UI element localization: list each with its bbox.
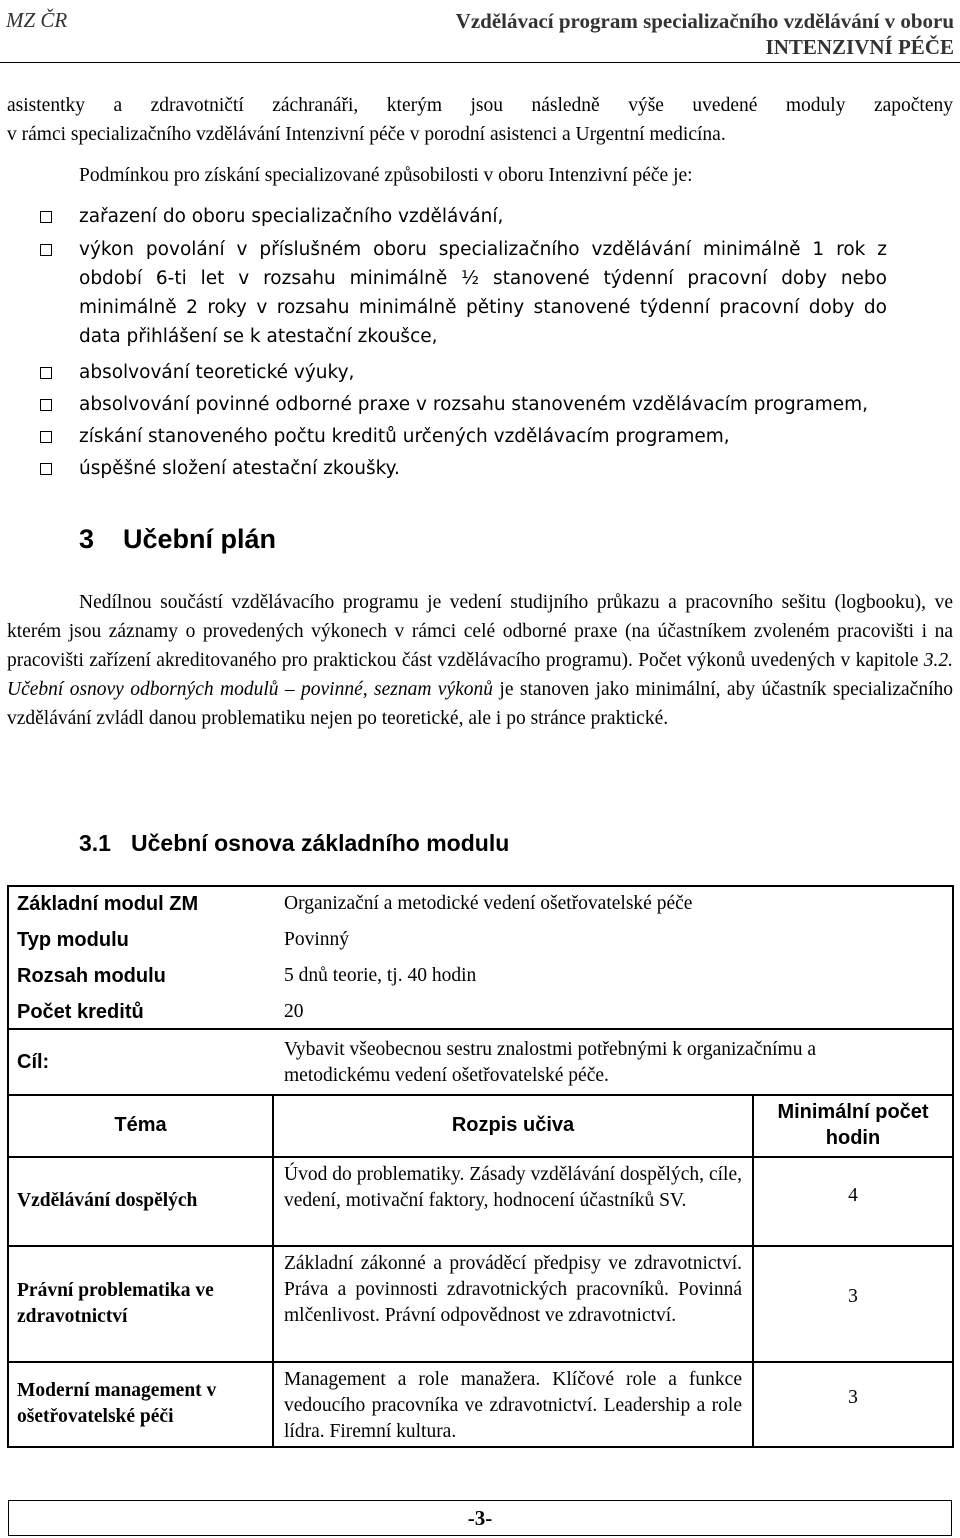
header-hours: Minimální počet hodin [777, 1101, 929, 1149]
header-content: Rozpis učiva [451, 1114, 575, 1136]
subsection-title: Učební osnova základního modulu [131, 830, 510, 856]
header-title-line1: Vzdělávací program specializačního vzdělávání v oboru [455, 9, 954, 33]
condition-item: absolvování povinné odborné praxe v rozsahu stanoveném vzdělávacím programem, [79, 394, 869, 415]
module-type-label: Typ modulu [17, 929, 129, 951]
topic-cell: Vzdělávání dospělých [17, 1190, 198, 1211]
bullet-square-icon [40, 367, 52, 379]
page-header [0, 0, 960, 63]
grid-divider [7, 1361, 954, 1363]
content-cell: Management a role manažera. Klíčové role a funkce vedoucího pracovníka ve zdravotnictví. Leadership a role lídra. Firemní kultura. [284, 1369, 742, 1442]
hours-cell: 3 [848, 1387, 858, 1408]
header-left: MZ ČR [6, 8, 68, 32]
condition-item: výkon povolání v příslušném oboru specializačního vzdělávání minimálně 1 rok z období 6-ti let v rozsahu minimálně ½ stanovené týdenní pracovní doby nebo minimálně 2 roky v rozsahu minimálně pětiny stanovené týdenní pracovní doby do data přihlášení se k atestační zkoušce, [79, 239, 887, 347]
condition-item: absolvování teoretické výuky, [79, 362, 355, 383]
section-title: Učební plán [123, 524, 277, 554]
grid-divider [7, 1156, 954, 1158]
header-title-line2: INTENZIVNÍ PÉČE [765, 35, 954, 59]
condition-item: úspěšné složení atestační zkoušky. [79, 458, 400, 479]
paragraph-text: je stanoven jako minimální, aby účastník specializačního vzdělávání zvládl danou problematiku nejen po teoretické, ale i po stránce praktické. [7, 679, 954, 729]
hours-cell: 3 [848, 1286, 858, 1307]
condition-item: získání stanoveného počtu kreditů určených vzdělávacím programem, [79, 426, 730, 447]
conditions-intro: Podmínkou pro získání specializované způsobilosti v oboru Intenzivní péče je: [79, 165, 693, 186]
hours-cell: 4 [848, 1185, 858, 1206]
bullet-square-icon [40, 463, 52, 475]
topic-cell: Právní problematika ve zdravotnictví [17, 1280, 214, 1327]
module-value: Organizační a metodické vedení ošetřovatelské péče [284, 893, 693, 914]
section-3-heading [79, 524, 276, 555]
content-cell: Úvod do problematiky. Zásady vzdělávání dospělých, cíle, vedení, motivační faktory, hodnocení účastníků SV. [284, 1164, 742, 1211]
module-credits-value: 20 [284, 1001, 304, 1022]
grid-divider [7, 1245, 954, 1247]
module-type-value: Povinný [284, 929, 350, 950]
section-3-1-heading [79, 830, 509, 857]
bullet-square-icon [40, 244, 52, 256]
topic-cell: Moderní management v ošetřovatelské péči [17, 1380, 217, 1427]
intro-line-1: asistentky a zdravotničtí záchranáři, kterým jsou následně výše uvedené moduly započteny [7, 95, 953, 116]
condition-item: zařazení do oboru specializačního vzdělávání, [79, 206, 504, 227]
bullet-square-icon [40, 399, 52, 411]
module-credits-label: Počet kreditů [17, 1001, 144, 1023]
subsection-number: 3.1 [79, 830, 111, 856]
paragraph-text: Nedílnou součástí vzdělávacího programu je vedení studijního průkazu a pracovního sešitu (logbooku), ve kterém jsou záznamy o provedených výkonech v rámci celé odborné praxe (na účastníkem zvoleném pracovišti i na pracovišti zařízení akreditovaného pro praktickou část vzdělávacího programu). Počet výkonů uvedených v kapitole [7, 592, 953, 671]
bullet-square-icon [40, 211, 52, 223]
intro-line-2: v rámci specializačního vzdělávání Intenzivní péče v porodní asistenci a Urgentní medicína. [7, 124, 726, 145]
paragraph-reference: 3.2. Učební osnovy odborných modulů – povinné, seznam výkonů [7, 650, 953, 700]
header-topic: Téma [114, 1114, 167, 1136]
section-3-paragraph [7, 588, 953, 733]
module-range-label: Rozsah modulu [17, 965, 166, 987]
module-label: Základní modul ZM [17, 893, 199, 915]
section-number: 3 [79, 524, 95, 554]
goal-label: Cíl: [17, 1051, 50, 1073]
goal-text: Vybavit všeobecnou sestru znalostmi potřebnými k organizačnímu a metodickému vedení ošetřovatelské péče. [284, 1039, 816, 1086]
bullet-square-icon [40, 431, 52, 443]
header-right [456, 8, 954, 60]
module-range-value: 5 dnů teorie, tj. 40 hodin [284, 965, 477, 986]
page-number: -3- [8, 1500, 952, 1536]
grid-divider [272, 1094, 274, 1448]
content-cell: Základní zákonné a prováděcí předpisy ve zdravotnictví. Práva a povinnosti zdravotnických pracovníků. Povinná mlčenlivost. Právní odpovědnost ve zdravotnictví. [284, 1253, 742, 1326]
